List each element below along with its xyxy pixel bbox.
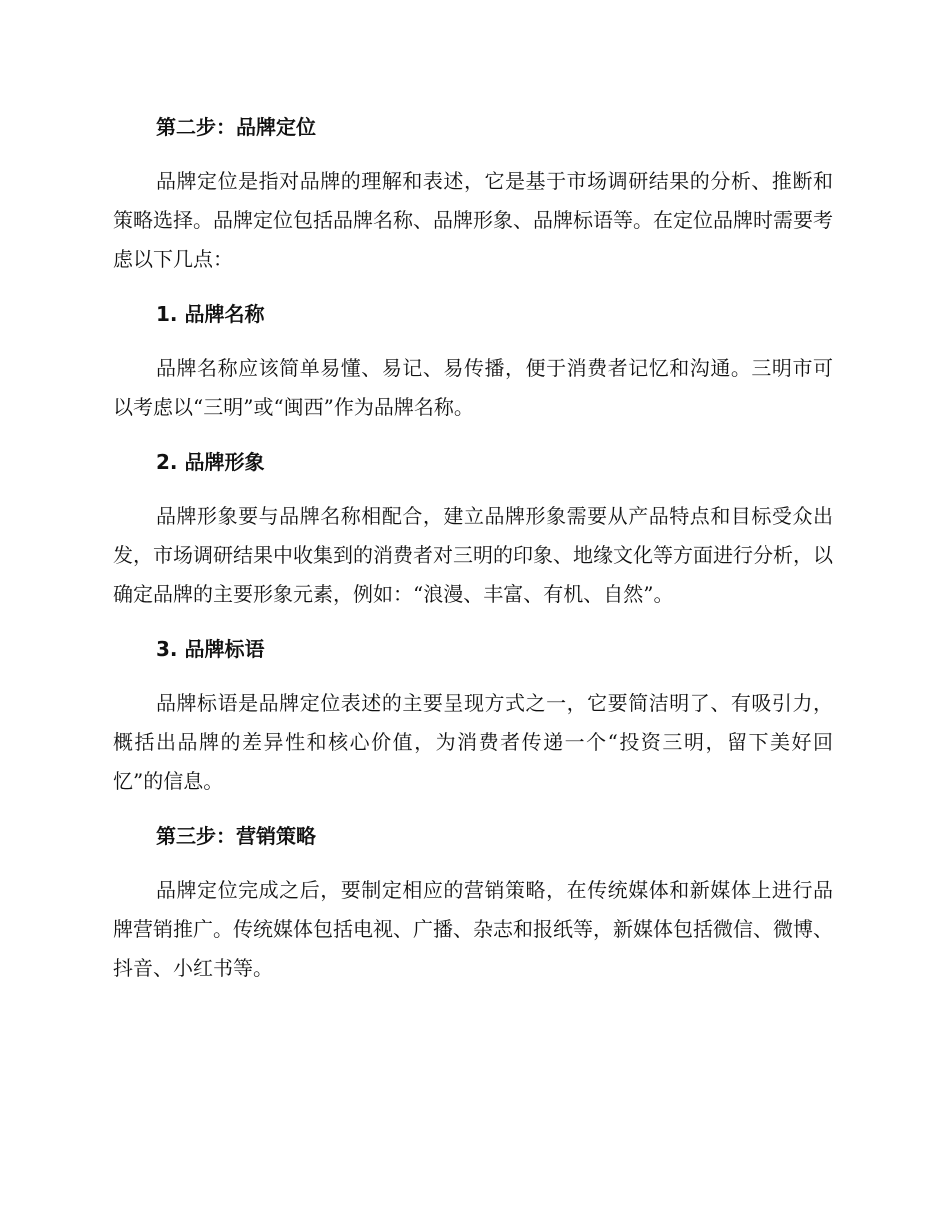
paragraph-brand-image: 品牌形象要与品牌名称相配合，建立品牌形象需要从产品特点和目标受众出发，市场调研结果中收集到的消费者对三明的印象、地缘文化等方面进行分析，以确定品牌的主要形象元素，例如：“浪漫、丰富、有机、自然”。 (113, 504, 833, 606)
subheading-brand-slogan: 3. 品牌标语 (156, 637, 265, 661)
subheading-brand-image: 2. 品牌形象 (156, 450, 265, 474)
document-page (113, 110, 833, 1006)
section-heading-brand-positioning: 第二步：品牌定位 (156, 115, 316, 139)
subheading-brand-name: 1. 品牌名称 (156, 302, 265, 326)
section-heading-marketing-strategy: 第三步：营销策略 (156, 824, 316, 848)
paragraph-brand-name: 品牌名称应该简单易懂、易记、易传播，便于消费者记忆和沟通。三明市可以考虑以“三明”或“闽西”作为品牌名称。 (113, 356, 833, 419)
paragraph-marketing-strategy: 品牌定位完成之后，要制定相应的营销策略，在传统媒体和新媒体上进行品牌营销推广。传统媒体包括电视、广播、杂志和报纸等，新媒体包括微信、微博、抖音、小红书等。 (113, 878, 833, 980)
paragraph-brand-slogan: 品牌标语是品牌定位表述的主要呈现方式之一，它要简洁明了、有吸引力，概括出品牌的差异性和核心价值，为消费者传递一个“投资三明，留下美好回忆”的信息。 (113, 691, 833, 793)
paragraph-brand-positioning: 品牌定位是指对品牌的理解和表述，它是基于市场调研结果的分析、推断和策略选择。品牌定位包括品牌名称、品牌形象、品牌标语等。在定位品牌时需要考虑以下几点： (113, 169, 833, 271)
